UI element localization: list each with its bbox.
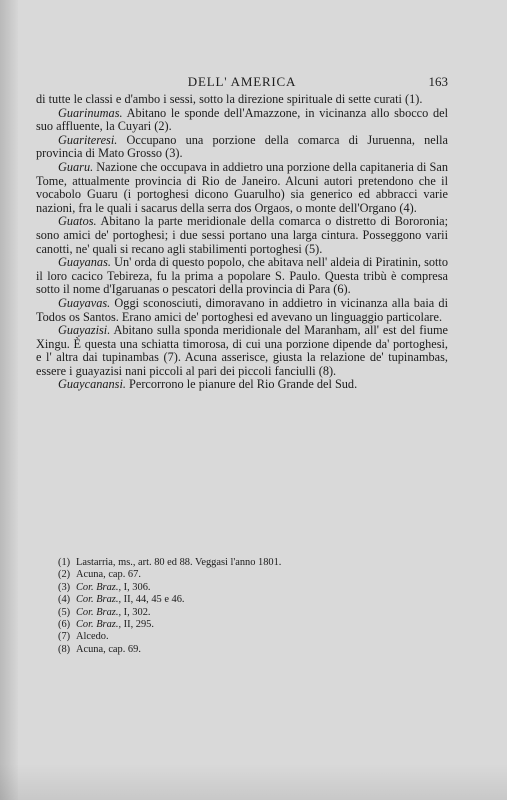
paragraph bbox=[36, 324, 448, 378]
paragraph-text: Un' orda di questo popolo, che abitava nell' aldeia di Piratinin, sotto il loro cacico Tebireza, fu la prima a popolare S. Paulo. Questa tribù è compresa sotto il nome d'Igaruanas o pescatori della provincia di Para (6). bbox=[36, 255, 448, 297]
paragraph bbox=[36, 378, 448, 392]
tribe-name: Guatos. bbox=[58, 214, 97, 229]
footnote-number: (6) bbox=[58, 619, 71, 631]
paragraph-text: Nazione che occupava in addietro una porzione della capitaneria di San Tome, attualmente provincia di Rio de Janeiro. Alcuni autori pretendono che il vocabolo Guaru (i portoghesi dicono Guarulho) sia generico ed abbracci varie nazioni, fra le quali i sacarus della serra dos Orgaos, o monte dell'Organo (4). bbox=[36, 159, 448, 215]
tribe-name: Guaru. bbox=[58, 159, 94, 174]
paragraph-text: di tutte le classi e d'ambo i sessi, sotto la direzione spirituale di sette curati (1). bbox=[36, 92, 423, 106]
footnote-reference: Acuna, cap. 69. bbox=[76, 643, 141, 655]
footnotes bbox=[58, 557, 388, 656]
tribe-name: Guaycanansi. bbox=[58, 377, 126, 392]
page-number: 163 bbox=[428, 74, 448, 89]
footnote-number: (4) bbox=[58, 594, 71, 606]
paragraph bbox=[36, 93, 448, 107]
tribe-name: Guariteresi. bbox=[58, 132, 118, 147]
footnote-number: (5) bbox=[58, 606, 71, 618]
paragraph-text: Abitano la parte meridionale della comarca o distretto di Bororonia; sono amici de' portoghesi; i due sessi portano una larga cintura. Posseggono varii canotti, ne' quali si recano agli stabilimenti portoghesi (5). bbox=[36, 214, 448, 256]
footnote-reference: Acuna, cap. 67. bbox=[76, 569, 141, 581]
paragraph bbox=[36, 161, 448, 215]
footnote bbox=[58, 619, 388, 631]
paragraph-text: Abitano sulla sponda meridionale del Maranham, all' est del fiume Xingu. È questa una schiatta timorosa, di cui una porzione dipende da' portoghesi, e l' altra dai tupinambas (7). Acuna asserisce, giusta la relazione de' tupinambas, essere i guayazisi nani piccoli al pari dei piccoli fanciulli (8). bbox=[36, 323, 448, 378]
paragraph bbox=[36, 256, 448, 297]
paragraph-text: Oggi sconosciuti, dimoravano in addietro in vicinanza alla baia di Todos os Santos. Erano amici de' portoghesi ed avevano un linguaggio particolare. bbox=[36, 295, 448, 324]
footnote bbox=[58, 644, 388, 656]
paragraph bbox=[36, 297, 448, 324]
page-header bbox=[36, 74, 448, 94]
running-title: DELL' AMERICA bbox=[187, 74, 297, 89]
footnote-source: Cor. Braz., bbox=[76, 594, 122, 606]
tribe-name: Guarinumas. bbox=[58, 105, 123, 120]
tribe-name: Guayazisi. bbox=[58, 323, 111, 338]
footnote bbox=[58, 582, 388, 594]
footnote bbox=[58, 569, 388, 581]
paragraph bbox=[36, 215, 448, 256]
paragraph-text: Abitano le sponde dell'Amazzone, in vicinanza allo sbocco del suo affluente, la Cuyari (2). bbox=[36, 105, 448, 134]
footnote-reference: Alcedo. bbox=[76, 631, 109, 643]
page-gutter-shadow bbox=[0, 0, 18, 800]
footnote bbox=[58, 607, 388, 619]
footnote-number: (2) bbox=[58, 569, 71, 581]
paragraph-text: Percorrono le pianure del Rio Grande del Sud. bbox=[125, 377, 358, 392]
footnote-reference: II, 44, 45 e 46. bbox=[121, 594, 185, 606]
footnote bbox=[58, 631, 388, 643]
footnote bbox=[58, 594, 388, 606]
paragraph bbox=[36, 134, 448, 161]
footnote-number: (7) bbox=[58, 631, 71, 643]
footnote-source: Cor. Braz., bbox=[76, 619, 122, 631]
paragraph-text: Occupano una porzione della comarca di Juruenna, nella provincia di Mato Grosso (3). bbox=[36, 132, 448, 161]
page-bottom-shadow bbox=[0, 764, 507, 800]
tribe-name: Guayavas. bbox=[58, 295, 111, 310]
body-text bbox=[36, 93, 448, 392]
footnote-reference: I, 302. bbox=[121, 606, 151, 618]
footnote bbox=[58, 557, 388, 569]
footnote-number: (3) bbox=[58, 581, 71, 593]
footnote-number: (8) bbox=[58, 643, 71, 655]
footnote-number: (1) bbox=[58, 557, 71, 568]
paragraph bbox=[36, 107, 448, 134]
footnote-reference: II, 295. bbox=[121, 619, 154, 631]
tribe-name: Guayanas. bbox=[58, 255, 111, 270]
footnote-source: Cor. Braz., bbox=[76, 581, 122, 593]
footnote-source: Cor. Braz., bbox=[76, 606, 122, 618]
footnote-reference: I, 306. bbox=[121, 581, 151, 593]
footnote-reference: Lastarria, ms., art. 80 ed 88. Veggasi l'anno 1801. bbox=[76, 557, 282, 568]
